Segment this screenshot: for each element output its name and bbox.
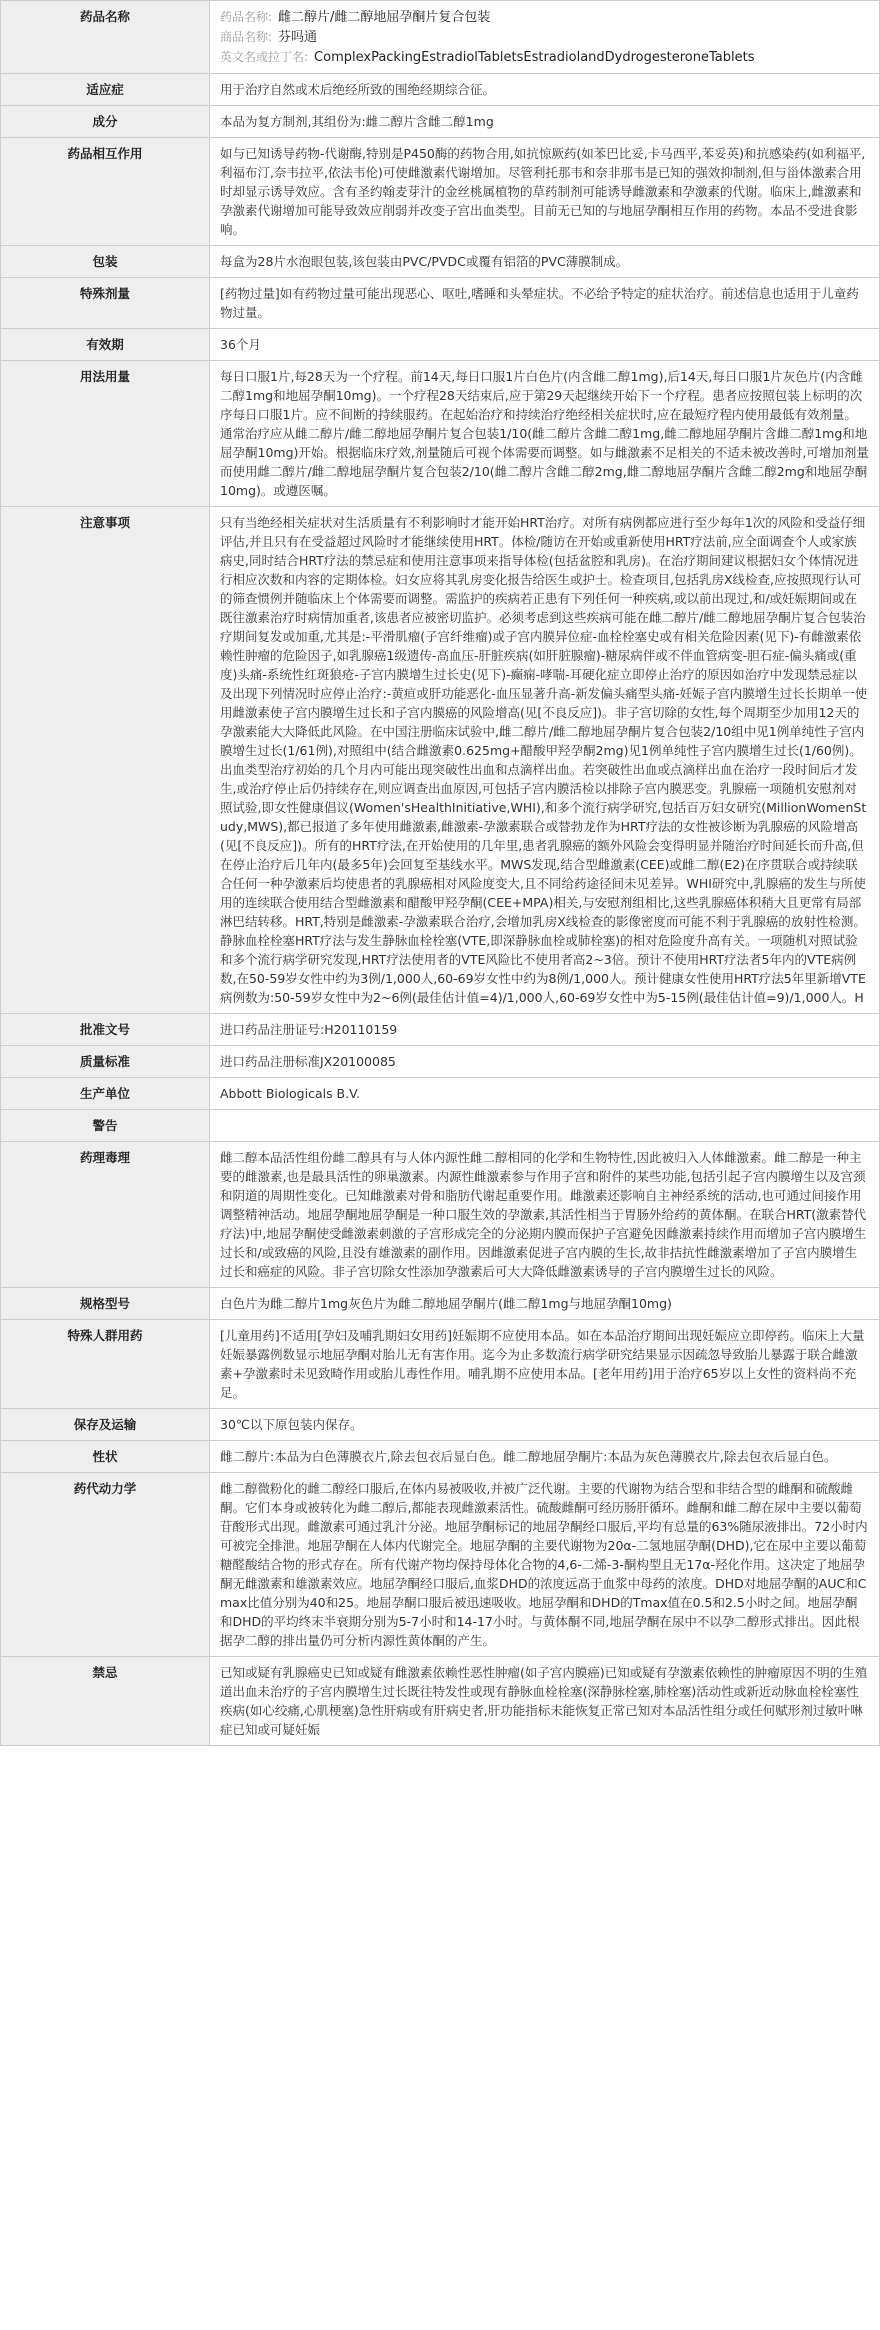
- row-label: 药品名称: [1, 1, 210, 74]
- row-label: 有效期: [1, 329, 210, 361]
- row-label: 批准文号: [1, 1014, 210, 1046]
- table-row: [1, 1657, 880, 1746]
- row-text: 进口药品注册证号:H20110159: [220, 1022, 398, 1037]
- row-value: [210, 1288, 880, 1320]
- table-row: [1, 361, 880, 507]
- row-text: 只有当绝经相关症状对生活质量有不利影响时才能开始HRT治疗。对所有病例都应进行至少每年1次的风险和受益仔细评估,并且只有在受益超过风险时才能继续使用HRT。体检/随访在开始或重新使用HRT疗法前,应全面调查个人或家族病史,同时结合HRT疗法的禁忌症和使用注意事项来指导体检(包括盆腔和乳房)。在治疗期间建议根据妇女个体情况进行相应次数和内容的定期体检。妇女应将其乳房变化报告给医生或护士。检查项目,包括乳房X线检查,应按照现行认可的筛查惯例并随临床上个体需要而调整。需监护的疾病若正患有下列任何一种疾病,或以前出现过,和/或妊娠期间或在既往激素治疗时病情加重者,该患者应被密切监护。必须考虑到这些疾病可能在雌二醇片/雌二醇地屈孕酮片复合包装治疗期间复发或加重,尤其是:-平滑肌瘤(子宫纤维瘤)或子宫内膜异位症-血栓栓塞史或有相关危险因素(见下)-有雌激素依赖性肿瘤的危险因子,如乳腺癌1级遗传-高血压-肝脏疾病(如肝脏腺瘤)-糖尿病伴或不伴血管病变-胆石症-偏头痛或(重度)头痛-系统性红斑狼疮-子宫内膜增生过长史(见下)-癫痫-哮喘-耳硬化症立即停止治疗的原因如治疗中发现禁忌症以及出现下列情况时应停止治疗:-黄疸或肝功能恶化-血压显著升高-新发偏头痛型头痛-妊娠子宫内膜增生过长长期单一使用雌激素使子宫内膜增生过长和子宫内膜癌的风险增高(见[不良反应])。非子宫切除的女性,每个周期至少加用12天的孕激素能大大降低此风险。在中国注册临床试验中,雌二醇片/雌二醇地屈孕酮片复合包装2/10组中见1例单纯性子宫内膜增生过长(1/61例),对照组中(结合雌激素0.625mg+醋酸甲羟孕酮2mg)见1例单纯性子宫内膜增生过长(1/60例)。出血类型治疗初始的几个月内可能出现突破性出血和点滴样出血。若突破性出血或点滴样出血在治疗一段时间后才发生,或治疗停止后仍持续存在,则应调查出血原因,可包括子宫内膜活检以排除子宫内膜恶变。乳腺癌一项随机安慰剂对照试验,即女性健康倡议(Women'sHealthInitiative,WHI),和多个流行病学研究,包括百万妇女研究(MillionWomenStudy,MWS),都已报道了多年使用雌激素,雌激素-孕激素联合或替勃龙作为HRT疗法的女性被诊断为乳腺癌的风险增高(见[不良反应])。所有的HRT疗法,在开始使用的几年里,患者乳腺癌的额外风险会变得明显并随治疗时间延长而升高,但在停止治疗后几年内(最多5年)会回复至基线水平。MWS发现,结合型雌激素(CEE)或雌二醇(E2)在序贯联合或持续联合任何一种孕激素后均使患者的乳腺癌相对风险度变大,且不同给药途径间未见差异。WHI研究中,乳腺癌的发生与所使用的连续联合使用结合型雌激素和醋酸甲羟孕酮(CEE+MPA)相关,与安慰剂组相比,这些乳腺癌体积稍大且更常有局部淋巴结转移。HRT,特别是雌激素-孕激素联合治疗,会增加乳房X线检查的影像密度而可能不利于乳腺癌的放射性检测。静脉血栓栓塞HRT疗法与发生静脉血栓栓塞(VTE,即深静脉血栓或肺栓塞)的相对危险度升高有关。一项随机对照试验和多个流行病学研究发现,HRT疗法使用者的VTE风险比不使用者高2~3倍。预计不使用HRT疗法者5年内的VTE病例数,在50-59岁女性中约为3例/1,000人,60-69岁女性中约为8例/1,000人。预计健康女性使用HRT疗法5年里新增VTE病例数为:50-59岁女性中为2~6例(最佳估计值=4)/1,000人,60-69岁女性中为5-15例(最佳估计值=9)/1,000人。H: [220, 515, 868, 1005]
- row-text: [儿童用药]不适用[孕妇及哺乳期妇女用药]妊娠期不应使用本品。如在本品治疗期间出现妊娠应立即停药。临床上大量妊娠暴露例数显示地屈孕酮对胎儿无有害作用。迄今为止多数流行病学研究结果显示因疏忽导致胎儿暴露于联合雌激素+孕激素时未见致畸作用或胎儿毒性作用。哺乳期不应使用本品。[老年用药]用于治疗65岁以上女性的资料尚不充足。: [220, 1328, 865, 1400]
- table-row: [1, 1046, 880, 1078]
- row-text: 已知或疑有乳腺癌史已知或疑有雌激素依赖性恶性肿瘤(如子宫内膜癌)已知或疑有孕激素依赖性的肿瘤原因不明的生殖道出血未治疗的子宫内膜增生过长既往特发性或现有静脉血栓栓塞(深静脉栓塞,肺栓塞)活动性或新近动脉血栓栓塞性疾病(如心绞痛,心肌梗塞)急性肝病或有肝病史者,肝功能指标未能恢复正常已知对本品活性组分或任何赋形剂过敏叶啉症已知或可疑妊娠: [220, 1665, 868, 1737]
- table-row: [1, 1320, 880, 1409]
- row-value: [210, 1657, 880, 1746]
- table-row: [1, 138, 880, 246]
- row-value: [210, 1078, 880, 1110]
- row-text: 如与已知诱导药物-代谢酶,特别是P450酶的药物合用,如抗惊厥药(如苯巴比妥,卡马西平,苯妥英)和抗感染药(如利福平,利福布汀,奈韦拉平,依法韦伦)可使雌激素代谢增加。尽管利托那韦和奈非那韦是已知的强效抑制剂,但与甾体激素合用时却显示诱导效应。含有圣约翰麦芽汁的金丝桃属植物的草药制剂可能诱导雌激素和孕激素的代谢。临床上,雌激素和孕激素代谢增加可能导致效应削弱并改变子宫出血类型。目前无已知的与地屈孕酮相互作用的药物。本品不受进食影响。: [220, 146, 866, 237]
- trade-name-key: 商品名称:: [220, 30, 273, 44]
- row-value: [210, 278, 880, 329]
- row-label: 生产单位: [1, 1078, 210, 1110]
- row-label: 规格型号: [1, 1288, 210, 1320]
- row-label: 药理毒理: [1, 1142, 210, 1288]
- table-row: [1, 1142, 880, 1288]
- row-value: [210, 1046, 880, 1078]
- english-name-line: [220, 47, 869, 67]
- table-row: [1, 1409, 880, 1441]
- drug-names-value: [210, 1, 880, 74]
- table-row: [1, 1473, 880, 1657]
- row-text: 36个月: [220, 337, 261, 352]
- row-value: [210, 1409, 880, 1441]
- row-text: 用于治疗自然或术后绝经所致的围绝经期综合征。: [220, 82, 496, 97]
- table-row: [1, 507, 880, 1014]
- row-label: 特殊人群用药: [1, 1320, 210, 1409]
- row-label: 特殊剂量: [1, 278, 210, 329]
- row-label: 性状: [1, 1441, 210, 1473]
- row-label: 质量标准: [1, 1046, 210, 1078]
- table-row: [1, 246, 880, 278]
- row-text: 雌二醇微粉化的雌二醇经口服后,在体内易被吸收,并被广泛代谢。主要的代谢物为结合型和非结合型的雌酮和硫酸雌酮。它们本身或被转化为雌二醇后,都能表现雌激素活性。硫酸雌酮可经历肠肝循环。雌酮和雌二醇在尿中主要以葡萄苷酸形式出现。雌激素可通过乳汁分泌。地屈孕酮标记的地屈孕酮经口服后,平均有总量的63%随尿液排出。72小时内可被完全排泄。地屈孕酮在人体内代谢完全。地屈孕酮的主要代谢物为20α-二氢地屈孕酮(DHD),它在尿中主要以葡萄糖醛酸结合物的形式存在。所有代谢产物均保持母体化合物的4,6-二烯-3-酮构型且无17α-羟化作用。这决定了地屈孕酮无雌激素和雄激素效应。地屈孕酮经口服后,血浆DHD的浓度远高于血浆中母药的浓度。DHD对地屈孕酮的AUC和Cmax比值分别为40和25。地屈孕酮口服后被迅速吸收。地屈孕酮和DHD的Tmax值在0.5和2.5小时之间。地屈孕酮和DHD的平均终末半衰期分别为5-7小时和14-17小时。与黄体酮不同,地屈孕酮在尿中不以孕二醇形式排出。因此根据孕二醇的排出量仍可分析内源性黄体酮的产生。: [220, 1481, 868, 1648]
- row-text: [药物过量]如有药物过量可能出现恶心、呕吐,嗜睡和头晕症状。不必给予特定的症状治疗。前述信息也适用于儿童药物过量。: [220, 286, 859, 320]
- row-value: [210, 74, 880, 106]
- trade-name: 芬吗通: [278, 30, 318, 45]
- row-label: 成分: [1, 106, 210, 138]
- table-row: [1, 1110, 880, 1142]
- row-label: 禁忌: [1, 1657, 210, 1746]
- row-value: [210, 1110, 880, 1142]
- row-text: 本品为复方制剂,其组份为:雌二醇片含雌二醇1mg: [220, 114, 494, 129]
- row-label: 药品相互作用: [1, 138, 210, 246]
- english-name: ComplexPackingEstradiolTabletsEstradiolandDydrogesteroneTablets: [314, 50, 755, 65]
- row-value: [210, 246, 880, 278]
- row-value: [210, 1320, 880, 1409]
- table-row: [1, 329, 880, 361]
- table-row: [1, 1288, 880, 1320]
- row-label: 包装: [1, 246, 210, 278]
- row-label: 适应症: [1, 74, 210, 106]
- row-value: [210, 1473, 880, 1657]
- row-value: [210, 1441, 880, 1473]
- row-value: [210, 1142, 880, 1288]
- row-text: Abbott Biologicals B.V.: [220, 1086, 361, 1101]
- generic-name-key: 药品名称:: [220, 10, 273, 24]
- row-label: 保存及运输: [1, 1409, 210, 1441]
- row-value: [210, 507, 880, 1014]
- generic-name: 雌二醇片/雌二醇地屈孕酮片复合包装: [278, 10, 491, 25]
- table-row: [1, 1014, 880, 1046]
- drug-info-body: [1, 1, 880, 1746]
- row-value: [210, 106, 880, 138]
- row-label: 药代动力学: [1, 1473, 210, 1657]
- generic-name-line: [220, 7, 869, 27]
- row-text: 每盒为28片水泡眼包装,该包装由PVC/PVDC或覆有铝箔的PVC薄膜制成。: [220, 254, 629, 269]
- table-row: [1, 106, 880, 138]
- table-row: [1, 278, 880, 329]
- table-row: [1, 1078, 880, 1110]
- row-drug-names: [1, 1, 880, 74]
- row-value: [210, 138, 880, 246]
- row-text: 白色片为雌二醇片1mg灰色片为雌二醇地屈孕酮片(雌二醇1mg与地屈孕酮10mg): [220, 1296, 672, 1311]
- row-label: 警告: [1, 1110, 210, 1142]
- row-value: [210, 329, 880, 361]
- row-text: 进口药品注册标准JX20100085: [220, 1054, 396, 1069]
- row-text: 雌二醇片:本品为白色薄膜衣片,除去包衣后显白色。雌二醇地屈孕酮片:本品为灰色薄膜衣片,除去包衣后显白色。: [220, 1449, 837, 1464]
- row-label: 注意事项: [1, 507, 210, 1014]
- english-name-key: 英文名或拉丁名:: [220, 50, 309, 64]
- row-label: 用法用量: [1, 361, 210, 507]
- row-value: [210, 361, 880, 507]
- row-value: [210, 1014, 880, 1046]
- row-text: 每日口服1片,每28天为一个疗程。前14天,每日口服1片白色片(内含雌二醇1mg),后14天,每日口服1片灰色片(内含雌二醇1mg和地屈孕酮10mg)。一个疗程28天结束后,应于第29天起继续开始下一个疗程。患者应按照包装上标明的次序每日口服1片。应不间断的持续服药。在起始治疗和持续治疗绝经相关症状时,应在最短疗程内使用最低有效剂量。通常治疗应从雌二醇片/雌二醇地屈孕酮片复合包装1/10(雌二醇片含雌二醇1mg,雌二醇地屈孕酮片含雌二醇1mg和地屈孕酮10mg)开始。根据临床疗效,剂量随后可视个体需要而调整。如与雌激素不足相关的不适未被改善时,可增加剂量而使用雌二醇片/雌二醇地屈孕酮片复合包装2/10(雌二醇片含雌二醇2mg,雌二醇地屈孕酮片含雌二醇2mg和地屈孕酮10mg)。或遵医嘱。: [220, 369, 869, 498]
- row-text: 雌二醇本品活性组份雌二醇具有与人体内源性雌二醇相同的化学和生物特性,因此被归入人体雌激素。雌二醇是一种主要的雌激素,也是最具活性的卵巢激素。内源性雌激素参与作用子宫和附件的某些功能,包括引起子宫内膜增生以及宫颈和阴道的周期性变化。已知雌激素对骨和脂肪代谢起重要作用。雌激素还影响自主神经系统的活动,也可通过间接作用调整精神活动。地屈孕酮地屈孕酮是一种口服生效的孕激素,其活性相当于胃肠外给药的黄体酮。在联合HRT(激素替代疗法)中,地屈孕酮使受雌激素刺激的子宫形成完全的分泌期内膜而保护子宫避免因雌激素持续作用而增加子宫内膜增生过长和/或致癌的风险,且没有雄激素的副作用。因雌激素促进子宫内膜的生长,故非拮抗性雌激素增加了子宫内膜增生过长和癌症的风险。非子宫切除女性添加孕激素后可大大降低雌激素诱导的子宫内膜增生过长的风险。: [220, 1150, 867, 1279]
- row-text: 30℃以下原包装内保存。: [220, 1417, 363, 1432]
- trade-name-line: [220, 27, 869, 47]
- table-row: [1, 74, 880, 106]
- table-row: [1, 1441, 880, 1473]
